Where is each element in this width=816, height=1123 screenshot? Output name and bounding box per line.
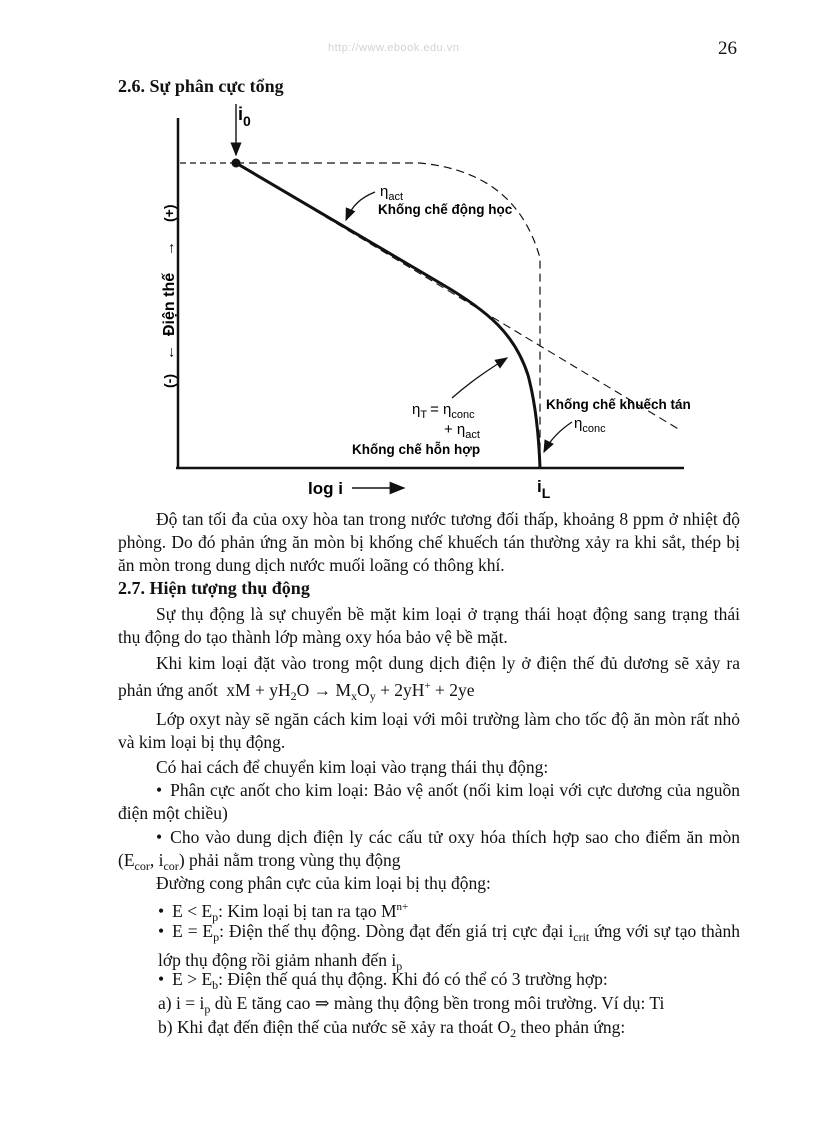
eta-t-plus: + η — [444, 421, 466, 438]
bullet-dot: • — [158, 969, 165, 989]
section-heading-2-7: 2.7. Hiện tượng thụ động — [118, 578, 310, 598]
bullet-dot: • — [158, 921, 165, 941]
y-axis-label — [161, 205, 178, 389]
y-plus: (+) — [161, 204, 177, 222]
bullet-anodic-polarization: • Phân cực anốt cho kim loại: Bảo vệ anốt (nối kim loại với cực dương của nguồn điện một chiều) — [118, 780, 740, 823]
eta-total-arrow — [452, 358, 507, 398]
page-number: 26 — [718, 38, 737, 59]
eta-conc-symbol: η — [574, 415, 583, 432]
bullet-dot: • — [156, 780, 163, 800]
eta-act-sub: act — [388, 191, 404, 203]
eta-act-arrow — [346, 192, 375, 220]
paragraph-passivity-definition: Sự thụ động là sự chuyển bề mặt kim loại ở trạng thái hoạt động sang trạng thái thụ động do tạo thành lớp màng oxy hóa bảo vệ bề mặt. — [118, 604, 740, 647]
svg-text:ηconc — [574, 415, 606, 435]
section-heading-2-6: 2.6. Sự phân cực tổng — [118, 76, 284, 96]
y-label-text: Điện thế — [161, 272, 178, 336]
il-label: i — [537, 477, 542, 496]
svg-text:ηact — [380, 183, 403, 203]
activation-control-label: Khống chế động học — [378, 202, 513, 217]
eta-t-sub: T — [420, 409, 428, 421]
eta-conc-sub: conc — [582, 423, 606, 435]
watermark-url: http://www.ebook.edu.vn — [328, 42, 460, 54]
bullet-dot: • — [158, 901, 165, 921]
paragraph-polarization-curve: Đường cong phân cực của kim loại bị thụ động: — [156, 873, 491, 893]
i0-subscript: 0 — [243, 113, 251, 129]
paragraph-two-methods: Có hai cách để chuyển kim loại vào trạng thái thụ động: — [156, 757, 549, 777]
bullet-oxidizers: • Cho vào dung dịch điện ly các cấu tử oxy hóa thích hợp sao cho điểm ăn mòn ($E_{cor}$, $i_{cor}$) phải nằm trong vùng thụ động — [118, 827, 740, 873]
paragraph-oxide-layer: Lớp oxyt này sẽ ngăn cách kim loại với môi trường làm cho tốc độ ăn mòn rất nhỏ và kim loại bị thụ động. — [118, 709, 740, 752]
polarization-figure — [0, 0, 816, 520]
eta-act-symbol: η — [380, 183, 389, 200]
bullet-e-less-ep: • $E < E_p$: Kim loại bị tan ra tạo $M^{n+}$ — [158, 901, 409, 924]
x-axis-label: log i — [308, 479, 343, 498]
eta-t-symbol: η — [412, 401, 421, 418]
y-arrow-down: ← — [161, 345, 178, 360]
bullet-dot: • — [156, 827, 163, 847]
y-minus: (-) — [161, 374, 177, 388]
svg-text:ηT= ηconc: $\eta_T = \eta_{conc}$ — [412, 401, 475, 421]
i0-label: i — [238, 104, 244, 124]
case-b: b) Khi đạt đến điện thế của nước sẽ xảy ra thoát $O_2$ theo phản ứng: — [158, 1017, 626, 1040]
anodic-reaction-equation: xM + $yH_2O \to M_xO_y + 2yH^+ + 2ye$ — [226, 680, 475, 703]
diffusion-control-label: Khống chế khuếch tán — [546, 397, 691, 412]
svg-text:iL — [537, 477, 551, 501]
svg-text:+ ηact — [444, 421, 480, 441]
bullet-e-equals-ep: • $E = E_p$: Điện thế thụ động. Dòng đạt đến giá trị cực đại $i_{crit}$ ứng với sự tạo thành lớp thụ động rồi giảm nhanh đến $i_p$ — [158, 921, 740, 973]
mixed-control-label: Khống chế hỗn hợp — [352, 442, 481, 457]
case-a: a) $i = i_p$ dù E tăng cao ⇒ màng thụ động bền trong môi trường. Ví dụ: Ti — [158, 993, 665, 1016]
paragraph-anodic-reaction: Khi kim loại đặt vào trong một dung dịch điện ly ở điện thế đủ dương sẽ xảy ra phản ứng anốt xM + $yH_2O \to M_xO_y + 2yH^+ + 2ye$ — [118, 653, 740, 703]
y-arrow-up: → — [161, 241, 178, 256]
eta-t-act-sub: act — [465, 429, 480, 441]
eta-t-conc-sub: conc — [451, 409, 475, 421]
il-sub: L — [541, 485, 551, 501]
paragraph-oxygen-solubility: Độ tan tối đa của oxy hòa tan trong nước tương đối thấp, khoảng 8 ppm ở nhiệt độ phòng. Do đó phản ứng ăn mòn bị khống chế khuếch tán thường xảy ra khi sắt, thép bị ăn mòn trong dung dịch nước muối loãng có thông khí. — [118, 509, 740, 575]
bullet-e-greater-eb: • $E > E_b$: Điện thế quá thụ động. Khi đó có thể có 3 trường hợp: — [158, 969, 608, 992]
diffusion-arrow — [544, 422, 572, 452]
svg-text:i0 — [238, 104, 251, 129]
